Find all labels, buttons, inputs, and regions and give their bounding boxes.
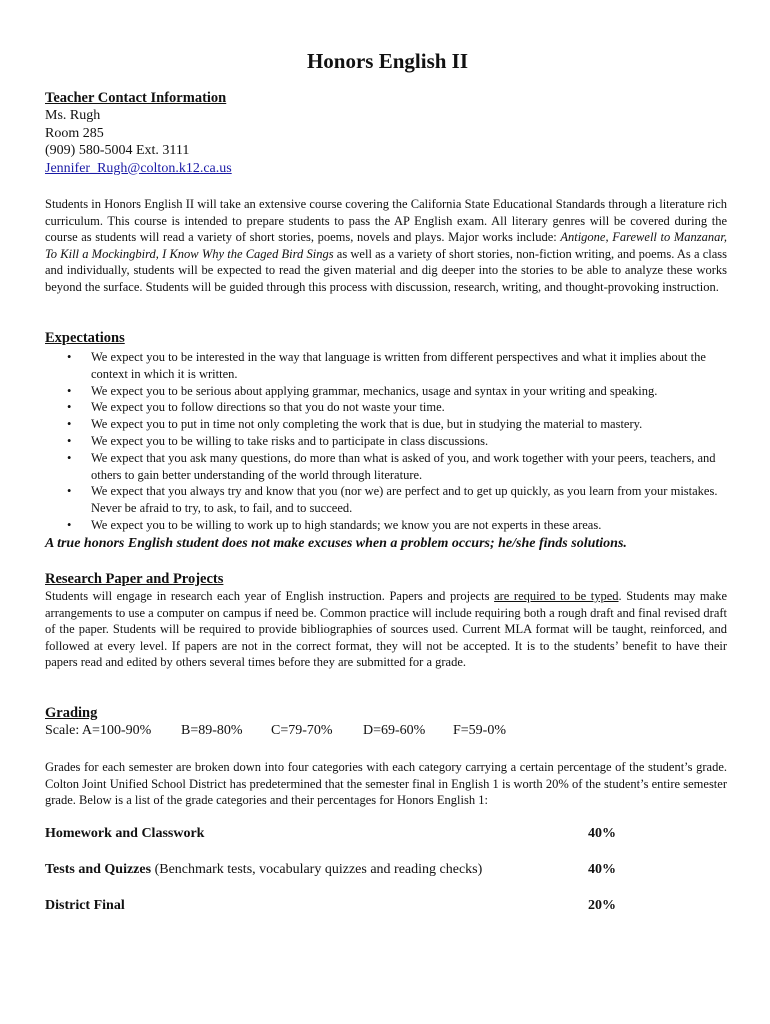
- teacher-contact-section: [45, 90, 730, 177]
- room-number: Room 285: [45, 125, 104, 141]
- typed-requirement: are required to be typed: [494, 589, 619, 603]
- research-text-start: Students will engage in research each year of English instruction. Papers and projects: [45, 589, 495, 603]
- research-text-end: . Students may make arrangements to use a computer on campus if need be. Common practice will include requiring both a rough draft and final revised draft of the paper. Students will be required to provide bibliographies of sources used. Current MLA format will be taught, reinforced, and followed at every level. If papers are not in the correct format, they will not be accepted. It is to the students’ benefit to have their papers read and edited by others several times before they are submitted for a grade.: [45, 589, 727, 670]
- grading-section: [45, 705, 730, 740]
- honors-motto: A true honors English student does not make excuses when a problem occurs; he/she finds solutions.: [45, 535, 627, 551]
- list-item-text: We expect you to be willing to work up to high standards; we know you are not experts in these areas.: [91, 517, 602, 532]
- bullet-icon: •: [67, 400, 72, 415]
- research-heading: Research Paper and Projects: [45, 571, 224, 587]
- phone-number: (909) 580-5004 Ext. 3111: [45, 143, 190, 158]
- category-name: Homework and Classwork: [45, 826, 205, 841]
- category-name: Tests and Quizzes: [45, 862, 152, 877]
- list-item: [45, 399, 730, 416]
- grade-category-row: [45, 825, 730, 843]
- intro-text-start: Students in Honors English II will take an extensive course covering the California State Educational Standards through a literature rich curriculum. This course is intended to prepare students to pass the AP English exam. All literary genres will be covered during the course as students will read a variety of short stories, poems, novels and plays. Major works include:: [45, 197, 727, 245]
- category-name: District Final: [45, 898, 125, 913]
- grade-c: C=79-70%: [271, 723, 333, 738]
- list-item-text: We expect you to be serious about applying grammar, mechanics, usage and syntax in your writing and speaking.: [91, 383, 658, 398]
- grading-scale: [45, 722, 730, 740]
- contact-heading: Teacher Contact Information: [45, 90, 227, 106]
- research-section: [45, 571, 727, 671]
- grade-category-row: [45, 897, 730, 915]
- expectations-heading: Expectations: [45, 330, 125, 346]
- list-item: [45, 349, 730, 383]
- teacher-name: Ms. Rugh: [45, 108, 101, 123]
- list-item-text: We expect you to be interested in the way that language is written from different perspectives and what it implies about the context in which it is written.: [91, 350, 706, 381]
- bullet-icon: •: [67, 417, 72, 432]
- email-link[interactable]: Jennifer_Rugh@colton.k12.ca.us: [45, 160, 232, 176]
- list-item: [45, 383, 730, 400]
- list-item: [45, 483, 730, 517]
- bullet-icon: •: [67, 383, 72, 398]
- grade-category-row: [45, 861, 730, 879]
- intro-text-end: as well as a variety of short stories, non-fiction writing, and poems. As a class and individually, students will be expected to read the given material and dig deeper into the stories to be able to analyze these works beyond the surface. Students will be guided through this process with discussion, research, writing, and thought-provoking instruction.: [45, 246, 727, 294]
- bullet-icon: •: [67, 350, 72, 364]
- grade-a: Scale: A=100-90%: [45, 723, 152, 738]
- expectations-section: [45, 330, 730, 553]
- list-item: [45, 517, 730, 534]
- major-works: Antigone, Farewell to Manzanar, To Kill a Mockingbird, I Know Why the Caged Bird Sings: [45, 230, 727, 261]
- grade-d: D=69-60%: [363, 723, 426, 738]
- expectations-list: [45, 349, 730, 534]
- grade-b: B=89-80%: [181, 723, 243, 738]
- bullet-icon: •: [67, 484, 72, 499]
- grading-heading: Grading: [45, 705, 98, 721]
- category-note: (Benchmark tests, vocabulary quizzes and reading checks): [151, 862, 483, 877]
- list-item: [45, 416, 730, 433]
- list-item: [45, 450, 730, 484]
- bullet-icon: •: [67, 433, 72, 448]
- category-percent: 40%: [588, 862, 616, 877]
- grade-f: F=59-0%: [453, 723, 507, 738]
- list-item: [45, 433, 730, 450]
- bullet-icon: •: [67, 517, 72, 532]
- list-item-text: We expect that you always try and know that you (nor we) are perfect and to get up quickly, as you learn from your mistakes. Never be afraid to try, to ask, to fail, and to succeed.: [91, 484, 718, 516]
- list-item-text: We expect that you ask many questions, do more than what is asked of you, and work together with your peers, teachers, and others to gain better understanding of the world through literature.: [91, 450, 716, 482]
- category-percent: 40%: [588, 826, 616, 841]
- page-title: Honors English II: [306, 49, 469, 73]
- research-paragraph: [45, 588, 727, 671]
- grading-paragraph: Grades for each semester are broken down into four categories with each category carrying a certain percentage of the student’s grade. Colton Joint Unified School District has predetermined that the semester final in English 1 is worth 20% of the student’s entire semester grade. Below is a list of the grade categories and their percentages for Honors English 1:: [45, 760, 727, 808]
- bullet-icon: •: [67, 450, 72, 465]
- list-item-text: We expect you to put in time not only completing the work that is due, but in studying the material to mastery.: [91, 417, 643, 432]
- course-intro-paragraph: [45, 196, 727, 296]
- list-item-text: We expect you to follow directions so that you do not waste your time.: [91, 400, 445, 415]
- category-percent: 20%: [588, 898, 616, 913]
- list-item-text: We expect you to be willing to take risks and to participate in class discussions.: [91, 433, 489, 448]
